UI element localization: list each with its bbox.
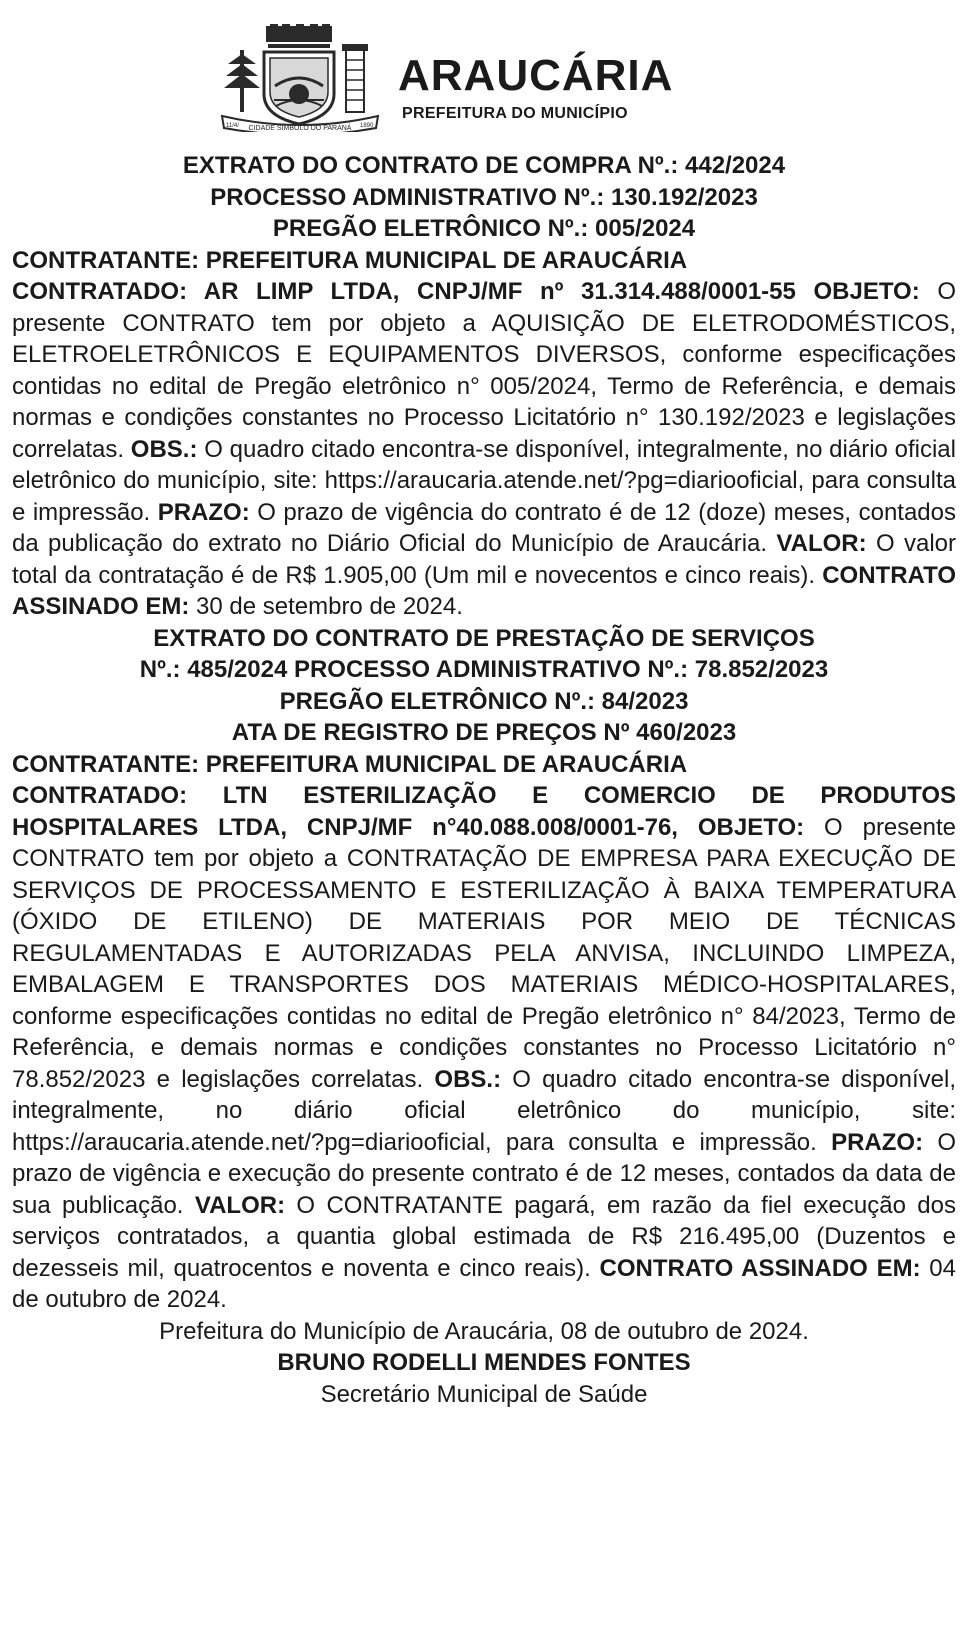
extrato2-numero-processo: Nº.: 485/2024 PROCESSO ADMINISTRATIVO Nº.: 78.852/2023 — [139, 656, 829, 683]
extrato2-contratante: CONTRATANTE: PREFEITURA MUNICIPAL DE ARAUCÁRIA — [12, 750, 688, 778]
seal-right-year: 1890 — [360, 123, 374, 129]
extrato1-pregao: PREGÃO ELETRÔNICO Nº.: 005/2024 — [272, 215, 696, 242]
document-body — [12, 150, 956, 1410]
extrato1-contratado-label: CONTRATADO: AR LIMP LTDA, CNPJ/MF nº 31.314.488/0001-55 OBJETO: — [12, 278, 920, 305]
brand-name: ARAUCÁRIA — [398, 51, 674, 100]
signer-name: BRUNO RODELLI MENDES FONTES — [277, 1349, 691, 1376]
extrato2-objeto-text: O presente CONTRATO tem por objeto a CONTRATAÇÃO DE EMPRESA PARA EXECUÇÃO DE SERVIÇOS DE PROCESSAMENTO E ESTERILIZAÇÃO À BAIXA TEMPERATURA (ÓXIDO DE ETILENO) DE MATERIAIS POR MEIO DE TÉCNICAS REGULAMENTADAS E AUTORIZADAS PELA ANVISA, INCLUINDO LIMPEZA, EMBALAGEM E TRANSPORTES DOS MATERIAIS MÉDICO-HOSPITALARES, conforme especificações contidas no edital de Pregão eletrônico n° 84/2023, Termo de Referência, e demais normas e condições constantes no Processo Licitatório n° 78.852/2023 e legislações correlatas. — [12, 813, 956, 1093]
brand-subtitle: PREFEITURA DO MUNICÍPIO — [402, 105, 628, 122]
extrato2-valor-text: O CONTRATANTE pagará, em razão da fiel execução dos serviços contratados, a quantia global estimada de R$ 216.495,00 (Duzentos e dezesseis mil, quatrocentos e noventa e cinco reais). — [12, 1191, 957, 1282]
extrato2-pregao: PREGÃO ELETRÔNICO Nº.: 84/2023 — [279, 687, 689, 715]
extrato1-obs-text: O quadro citado encontra-se disponível, integralmente, no diário oficial eletrônico do município, site: https://araucaria.atende.net/?pg=diariooficial, para consulta e impressão. — [12, 435, 956, 526]
extrato1-obs-label: OBS.: — [130, 435, 198, 463]
extrato1-prazo-text: O prazo de vigência do contrato é de 12 (doze) meses, contados da publicação do extrato no Diário Oficial do Município de Araucária. — [12, 498, 956, 557]
signer-role: Secretário Municipal de Saúde — [320, 1380, 648, 1408]
extrato2-prazo-text: O prazo de vigência e execução do presente contrato é de 12 meses, contados da data de sua publicação. — [12, 1128, 956, 1219]
header — [220, 24, 740, 132]
place-date: Prefeitura do Município de Araucária, 08 de outubro de 2024. — [159, 1317, 809, 1345]
extrato2-prazo-label: PRAZO: — [831, 1128, 924, 1156]
extrato2-contratado-label: CONTRATADO: LTN ESTERILIZAÇÃO E COMERCIO DE PRODUTOS HOSPITALARES LTDA, CNPJ/MF n°40.088.008/0001-76, OBJETO: — [12, 782, 956, 841]
extrato2-title: EXTRATO DO CONTRATO DE PRESTAÇÃO DE SERVIÇOS — [153, 624, 815, 652]
extrato2-assinado-label: CONTRATO ASSINADO EM: — [599, 1254, 921, 1282]
extrato1-assinado-label: CONTRATO ASSINADO EM: — [12, 561, 956, 620]
municipal-coat-of-arms-icon — [220, 24, 380, 132]
extrato1-title: EXTRATO DO CONTRATO DE COMPRA Nº.: 442/2024 — [182, 152, 786, 179]
extrato1-assinado-text: 30 de setembro de 2024. — [189, 593, 463, 620]
extrato1-valor-label: VALOR: — [776, 530, 867, 557]
seal-left-year: 11/4/ — [226, 123, 239, 129]
extrato2-assinado-text: 04 de outubro de 2024. — [12, 1254, 956, 1313]
extrato2-obs-text: O quadro citado encontra-se disponível, integralmente, no diário oficial eletrônico do município, site: https://araucaria.atende.net/?pg=diariooficial, para consulta e impressão. — [12, 1065, 957, 1156]
extrato2-body — [12, 780, 956, 1316]
extrato2-obs-label: OBS.: — [434, 1065, 502, 1093]
extrato1-objeto-text: O presente CONTRATO tem por objeto a AQUISIÇÃO DE ELETRODOMÉSTICOS, ELETROELETRÔNICOS E EQUIPAMENTOS DIVERSOS, conforme especificações contidas no edital de Pregão eletrônico n° 005/2024, Termo de Referência, e demais normas e condições constantes no Processo Licitatório n° 130.192/2023 e legislações correlatas. — [12, 278, 956, 463]
extrato1-contratante: CONTRATANTE: PREFEITURA MUNICIPAL DE ARAUCÁRIA — [12, 246, 688, 274]
extrato1-prazo-label: PRAZO: — [157, 498, 250, 526]
extrato1-valor-text: O valor total da contratação é de R$ 1.905,00 (Um mil e novecentos e cinco reais). — [12, 530, 956, 589]
seal-motto: CIDADE SÍMBOLO DO PARANÁ — [248, 125, 352, 132]
extrato2-valor-label: VALOR: — [194, 1191, 286, 1219]
extrato1-body — [12, 276, 956, 623]
extrato2-ata: ATA DE REGISTRO DE PREÇOS Nº 460/2023 — [231, 719, 737, 746]
extrato1-processo: PROCESSO ADMINISTRATIVO Nº.: 130.192/2023 — [210, 183, 758, 211]
